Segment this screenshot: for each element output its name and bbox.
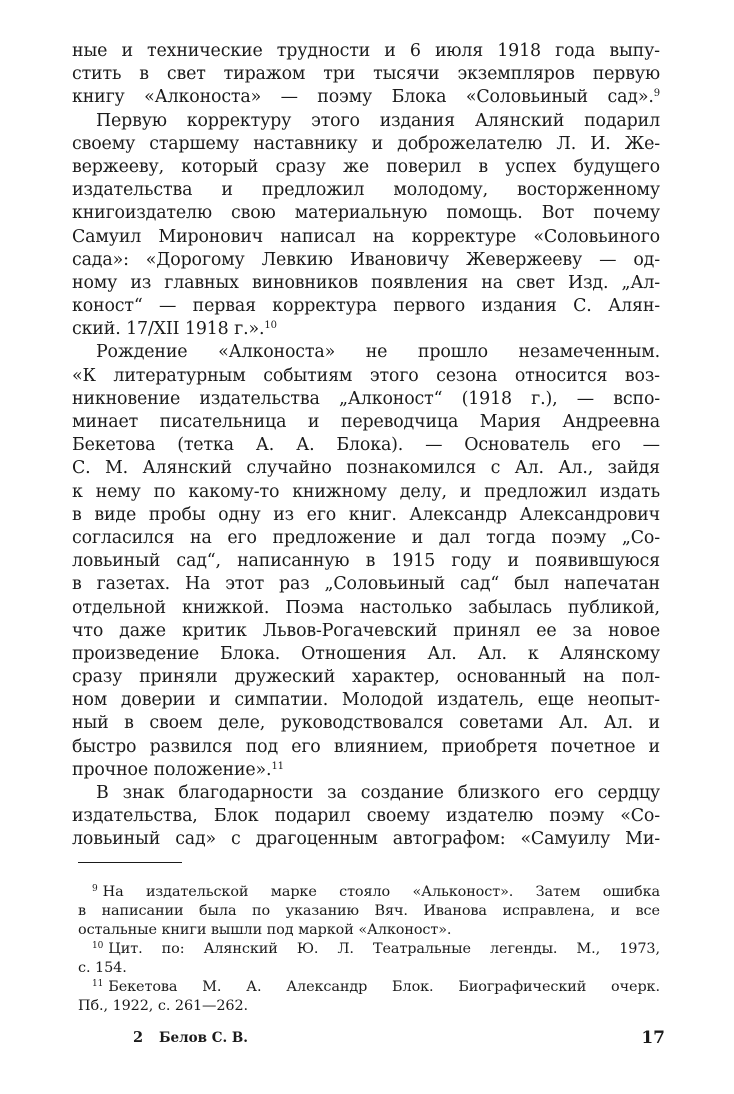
body-line: книгоиздателю свою материальную помощь. Вот почему: [72, 203, 660, 224]
body-line: вержееву, который сразу же поверил в успех будущего: [72, 156, 660, 177]
body-line: ловьиный сад» с драгоценным автографом: «Самуилу Ми-: [72, 829, 660, 850]
body-line: своему старшему наставнику и доброжелателю Л. И. Же-: [72, 133, 660, 154]
footnote-separator: [78, 862, 182, 863]
signature-text: Белов С. В.: [159, 1030, 248, 1046]
footnote-number: 9: [92, 884, 98, 894]
body-line: «К литературным событиям этого сезона относится воз-: [72, 365, 660, 386]
body-line: Рождение «Алконоста» не прошло незамеченным.: [96, 342, 660, 363]
body-line: Бекетова (тетка А. А. Блока). — Основатель его —: [72, 435, 660, 456]
footnotes: [78, 883, 660, 1016]
body-line: Самуил Миронович написал на корректуре «Соловьиного: [72, 226, 660, 247]
body-line: В знак благодарности за создание близкого его сердцу: [96, 783, 660, 803]
body-line: в виде пробы одну из его книг. Александр Александрович: [72, 504, 660, 525]
body-line: минает писательница и переводчица Мария Андреевна: [72, 412, 660, 432]
body-line: прочное положение».$^{11}$: [72, 759, 284, 780]
footnote-number: 11: [92, 979, 104, 989]
body-line: издательства и предложил молодому, восторженному: [72, 180, 660, 201]
body-line: Первую корректуру этого издания Алянский подарил: [96, 110, 660, 131]
footnote-line: с. 154.: [78, 960, 127, 976]
body-line: С. М. Алянский случайно познакомился с Ал. Ал., зайдя: [72, 458, 660, 479]
body-line: отдельной книжкой. Поэма настолько забылась публикой,: [72, 597, 660, 618]
footnote-reference: 9: [653, 88, 660, 100]
body-line: быстро развился под его влиянием, приобретя почетное и: [72, 736, 660, 757]
footnote-number: 10: [92, 941, 104, 951]
main-text-column: [72, 40, 660, 852]
body-line: произведение Блока. Отношения Ал. Ал. к Алянскому: [72, 643, 660, 664]
page-footer: [133, 1027, 665, 1049]
footnote-line: $^{11}$ Бекетова М. А. Александр Блок. Биографический очерк.: [92, 979, 660, 995]
body-line: ном доверии и симпатии. Молодой издатель, еще неопыт-: [72, 690, 660, 711]
footnote-reference: 10: [264, 320, 277, 332]
footnote-reference: 11: [271, 760, 284, 772]
body-line: коност“ — первая корректура первого издания С. Алян-: [72, 296, 660, 317]
footnote-line: $^{10}$ Цит. по: Алянский Ю. Л. Театральные легенды. М., 1973,: [92, 941, 660, 957]
body-line: согласился на его предложение и дал тогда поэму „Со-: [72, 527, 660, 548]
body-line: сразу приняли дружеский характер, основанный на пол-: [72, 667, 660, 688]
body-line: ный в своем деле, руководствовался советами Ал. Ал. и: [72, 713, 660, 734]
body-line: издательства, Блок подарил своему издателю поэму «Со-: [72, 806, 660, 827]
body-line: что даже критик Львов-Рогачевский принял ее за новое: [72, 620, 660, 641]
body-line: сада»: «Дорогому Левкию Ивановичу Жевержееву — од-: [72, 249, 660, 270]
body-line: к нему по какому-то книжному делу, и предложил издать: [72, 481, 660, 502]
body-line: в газетах. На этот раз „Соловьиный сад“ был напечатан: [72, 574, 660, 595]
footnote-line: Пб., 1922, с. 261—262.: [78, 998, 248, 1014]
body-line: ные и технические трудности и 6 июля 1918 года выпу-: [72, 41, 660, 61]
footnote-line: остальные книги вышли под маркой «Алконост».: [78, 922, 452, 938]
page-number: 17: [641, 1028, 665, 1048]
body-line: ловьиный сад“, написанную в 1915 году и появившуюся: [72, 551, 660, 572]
body-line: ский. 17/XII 1918 г.».$^{10}$: [72, 319, 277, 340]
body-line: ному из главных виновников появления на свет Изд. „Ал-: [72, 272, 660, 293]
body-line: никновение издательства „Алконост“ (1918 г.), — вспо-: [72, 388, 660, 409]
signature-number: 2: [133, 1029, 144, 1046]
footnote-line: $^9$ На издательской марке стояло «Альконост». Затем ошибка: [92, 884, 660, 900]
body-line: книгу «Алконоста» — поэму Блока «Соловьиный сад».$^9$: [72, 87, 660, 108]
body-line: стить в свет тиражом три тысячи экземпляров первую: [72, 64, 660, 85]
footnote-line: в написании была по указанию Вяч. Иванова исправлена, и все: [78, 903, 660, 919]
